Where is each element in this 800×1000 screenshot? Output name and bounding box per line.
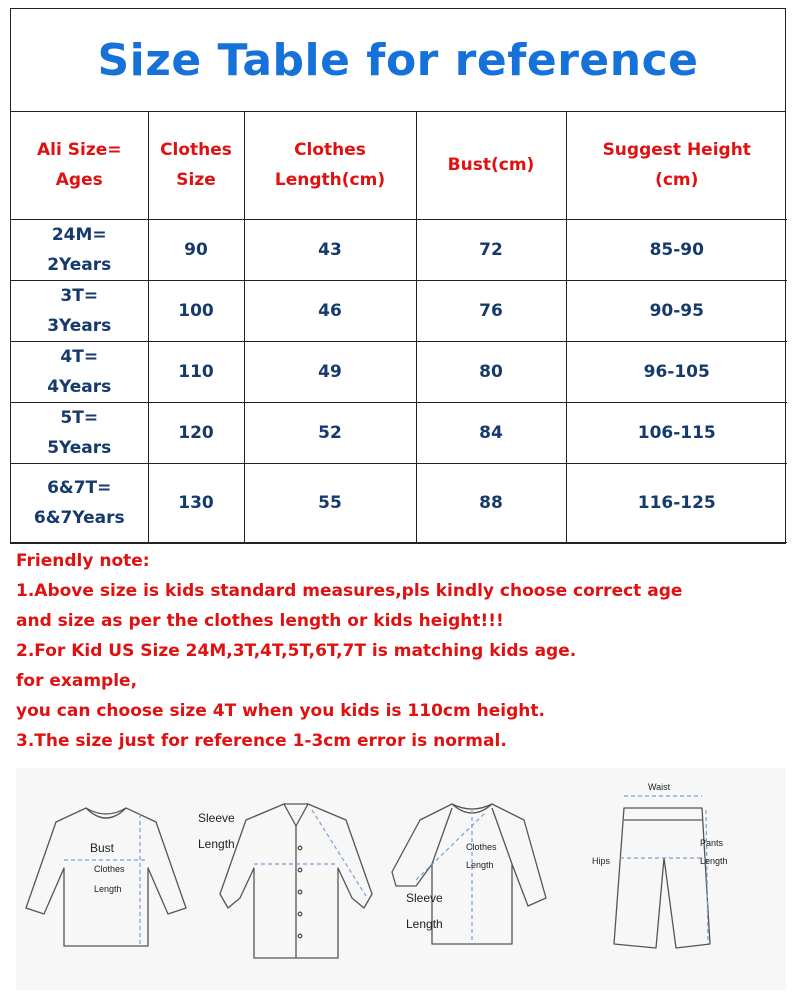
pants-icon bbox=[614, 808, 710, 948]
label-hips: Hips bbox=[592, 856, 611, 866]
page-title: Size Table for reference bbox=[97, 34, 699, 86]
label-sleeve-length: Sleeve bbox=[198, 811, 235, 825]
cell-length: 49 bbox=[244, 342, 416, 403]
cell-height: 96-105 bbox=[566, 342, 787, 403]
cell-size: 100 bbox=[148, 281, 244, 342]
label-bust: Bust bbox=[90, 841, 115, 855]
label-pants-length: Length bbox=[700, 856, 728, 866]
label-waist: Waist bbox=[648, 782, 671, 792]
title-box bbox=[11, 9, 785, 112]
table-row bbox=[11, 281, 787, 342]
header-ali-size: Ali Size= Ages bbox=[11, 111, 148, 220]
table-row bbox=[11, 403, 787, 464]
cell-age: 3T= 3Years bbox=[11, 281, 148, 342]
cell-height: 90-95 bbox=[566, 281, 787, 342]
header-bust: Bust(cm) bbox=[416, 111, 566, 220]
note-line: 3.The size just for reference 1-3cm error is normal. bbox=[16, 731, 507, 751]
label-sleeve-length: Length bbox=[406, 917, 443, 931]
cell-size: 120 bbox=[148, 403, 244, 464]
table-row bbox=[11, 342, 787, 403]
cell-age: 6&7T= 6&7Years bbox=[11, 464, 148, 543]
cell-size: 130 bbox=[148, 464, 244, 543]
cell-age: 4T= 4Years bbox=[11, 342, 148, 403]
cell-bust: 76 bbox=[416, 281, 566, 342]
tshirt-icon bbox=[26, 808, 186, 946]
label-clothes-length: Clothes bbox=[466, 842, 497, 852]
measurement-diagram bbox=[16, 768, 786, 990]
label-clothes-length: Length bbox=[94, 884, 122, 894]
note-heading: Friendly note: bbox=[16, 551, 150, 571]
cell-size: 110 bbox=[148, 342, 244, 403]
label-sleeve-length: Sleeve bbox=[406, 891, 443, 905]
label-pants-length: Pants bbox=[700, 838, 724, 848]
measurement-illustrations bbox=[16, 768, 786, 990]
table-header-row bbox=[11, 111, 787, 220]
header-clothes-size: Clothes Size bbox=[148, 111, 244, 220]
table-row bbox=[11, 220, 787, 281]
size-table bbox=[11, 111, 787, 543]
label-clothes-length: Clothes bbox=[94, 864, 125, 874]
cell-height: 116-125 bbox=[566, 464, 787, 543]
cell-bust: 88 bbox=[416, 464, 566, 543]
table-row bbox=[11, 464, 787, 543]
note-line: and size as per the clothes length or kids height!!! bbox=[16, 611, 504, 631]
note-line: 2.For Kid US Size 24M,3T,4T,5T,6T,7T is matching kids age. bbox=[16, 641, 577, 661]
label-sleeve-length: Length bbox=[198, 837, 235, 851]
friendly-notes bbox=[16, 546, 786, 756]
cell-length: 43 bbox=[244, 220, 416, 281]
note-line: 1.Above size is kids standard measures,pls kindly choose correct age bbox=[16, 581, 683, 601]
cell-age: 24M= 2Years bbox=[11, 220, 148, 281]
cell-height: 85-90 bbox=[566, 220, 787, 281]
label-clothes-length: Length bbox=[466, 860, 494, 870]
header-suggest-height: Suggest Height (cm) bbox=[566, 111, 787, 220]
cell-length: 52 bbox=[244, 403, 416, 464]
note-line: for example, bbox=[16, 671, 138, 691]
cell-age: 5T= 5Years bbox=[11, 403, 148, 464]
cell-bust: 72 bbox=[416, 220, 566, 281]
cell-length: 55 bbox=[244, 464, 416, 543]
cell-length: 46 bbox=[244, 281, 416, 342]
cell-size: 90 bbox=[148, 220, 244, 281]
cell-height: 106-115 bbox=[566, 403, 787, 464]
size-chart-frame bbox=[10, 8, 786, 544]
cell-bust: 80 bbox=[416, 342, 566, 403]
shirt-icon bbox=[220, 804, 372, 958]
cell-bust: 84 bbox=[416, 403, 566, 464]
header-clothes-length: Clothes Length(cm) bbox=[244, 111, 416, 220]
note-line: you can choose size 4T when you kids is 110cm height. bbox=[16, 701, 545, 721]
